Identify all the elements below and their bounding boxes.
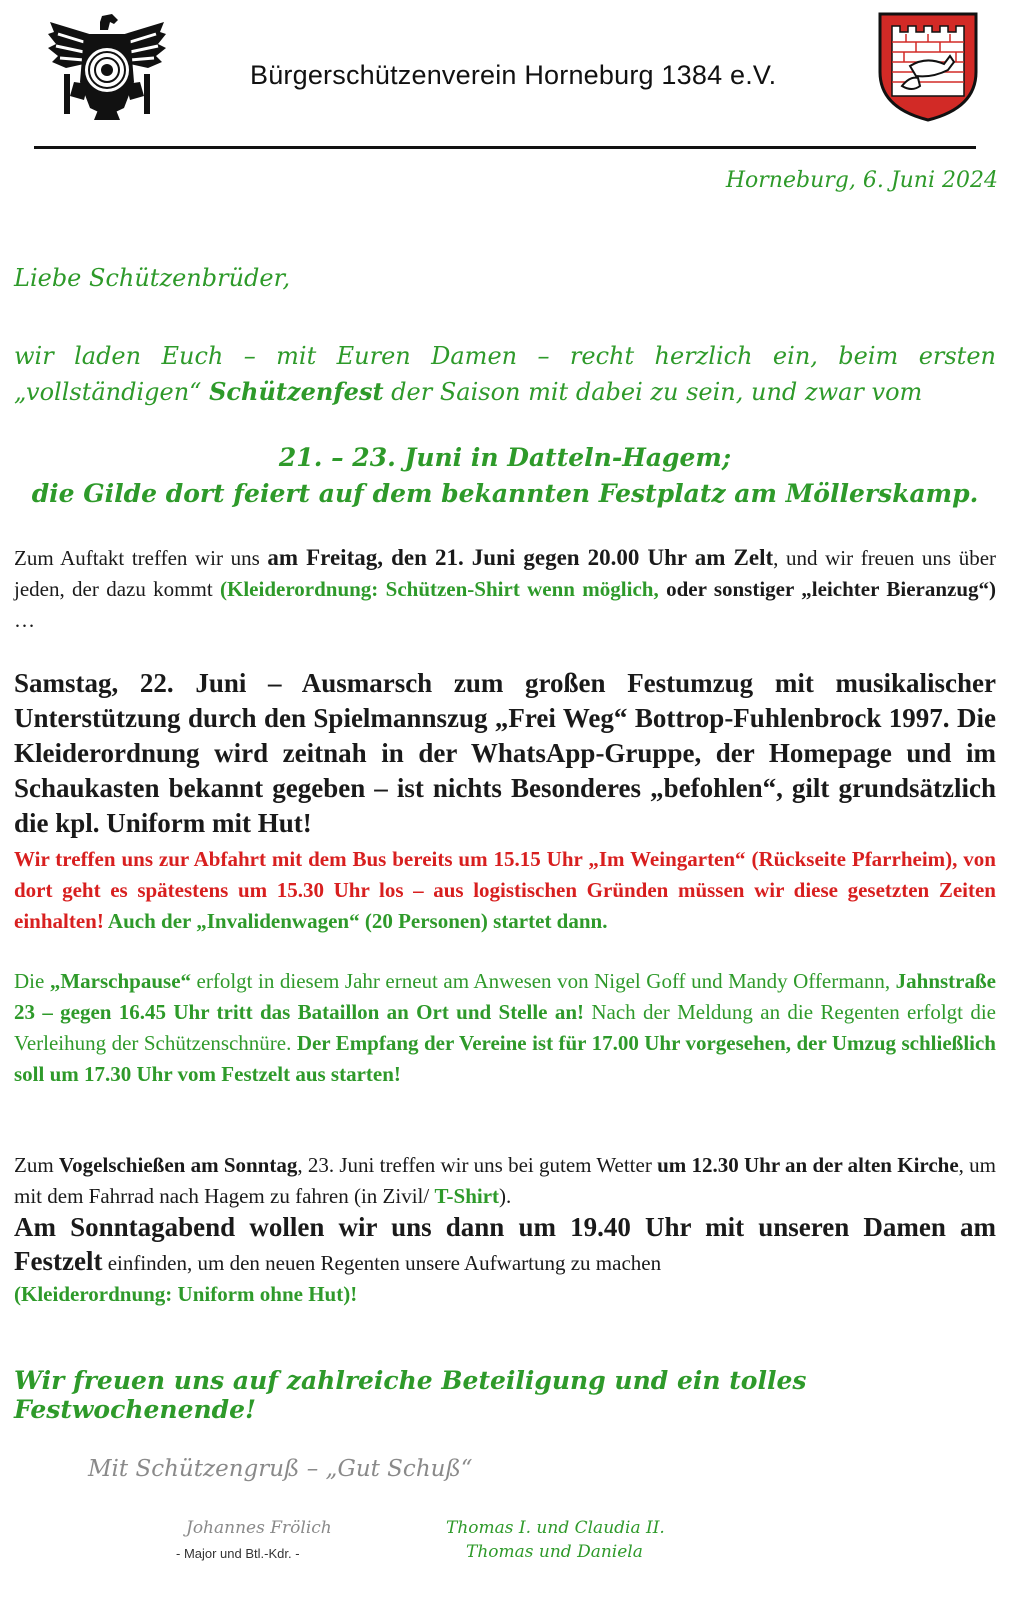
sunday-evening-text: einfinden, um den neuen Regenten unsere Aufwartung zu machen — [102, 1251, 662, 1275]
sunday-tshirt: T-Shirt — [434, 1184, 500, 1208]
schedule-text: Die — [14, 969, 50, 993]
sunday-paragraph — [14, 1150, 996, 1212]
invitation-text-2: der Saison mit dabei zu sein, und zwar vom — [383, 378, 923, 406]
sunday-text-2: , 23. Juni treffen wir uns bei gutem Wetter — [297, 1153, 658, 1177]
club-name: Bürgerschützenverein Horneburg 1384 e.V. — [250, 60, 777, 90]
friday-dress-code: (Kleiderordnung: Schützen-Shirt wenn möglich, — [220, 577, 659, 601]
signatory-regents: Thomas I. und Claudia II. — [446, 1518, 665, 1538]
sunday-dress-code: (Kleiderordnung: Uniform ohne Hut)! — [14, 1282, 358, 1306]
town-crest-horn-icon — [876, 12, 980, 122]
closing-line: Wir freuen uns auf zahlreiche Beteiligung und ein tolles Festwochenende! — [14, 1366, 807, 1424]
sunday-text-4: ). — [499, 1184, 512, 1208]
schedule-reception: Der Empfang der Vereine ist für 17.00 Uhr vorgesehen, der Umzug schließlich soll um 17.30 Uhr vom Festzelt aus starten! — [14, 1031, 996, 1086]
sunday-text-3: , um mit dem Fahrrad nach Hagem zu fahren (in Zivil/ — [14, 1153, 997, 1208]
signatory-major-role: - Major und Btl.-Kdr. - — [176, 1546, 300, 1561]
header-divider — [34, 146, 976, 149]
schedule-text-2: erfolgt in diesem Jahr erneut am Anwesen von Nigel Goff und Mandy Offermann, — [191, 969, 896, 993]
saturday-schedule — [14, 966, 996, 1090]
schedule-march-break: „Marschpause“ — [49, 969, 192, 993]
sunday-meeting-point: um 12.30 Uhr an der alten Kirche — [657, 1153, 959, 1177]
sunday-event: Vogelschießen am Sonntag — [58, 1153, 298, 1177]
friday-paragraph — [14, 542, 996, 636]
invitation-emphasis: Schützenfest — [209, 377, 384, 406]
letter-date: Horneburg, 6. Juni 2024 — [725, 168, 998, 193]
saturday-bus-info: Wir treffen uns zur Abfahrt mit dem Bus bereits um 15.15 Uhr „Im Weingarten“ (Rückseite Pfarrheim), von dort geht es spätestens um 15.30 Uhr los – aus logistischen Gründen müssen wir diese gesetzten Zeiten einhalten! — [14, 847, 996, 933]
event-block — [0, 440, 1010, 512]
schedule-text-3: Nach der Meldung an die Regenten erfolgt die Verleihung der Schützenschnüre. — [14, 1000, 996, 1055]
eagle-target-emblem-icon — [44, 12, 170, 122]
friday-text-2: , und wir freuen uns über jeden, der dazu kommt — [14, 546, 997, 601]
saturday-invalid-wagon: Auch der „Invalidenwagen“ (20 Personen) startet dann. — [103, 909, 608, 933]
friday-text: Zum Auftakt treffen wir uns — [14, 546, 268, 570]
invitation-text: wir laden Euch – mit Euren Damen – recht herzlich ein, beim ersten „vollständigen“ — [14, 342, 996, 406]
sunday-evening-time: Am Sonntagabend wollen wir uns dann um 19.40 Uhr mit unseren Damen am Festzelt — [14, 1212, 996, 1276]
event-location: die Gilde dort feiert auf dem bekannten Festplatz am Möllerskamp. — [31, 479, 979, 508]
friday-ellipsis: … — [14, 608, 35, 632]
sunday-text: Zum — [14, 1153, 59, 1177]
event-dates: 21. – 23. Juni in Datteln-Hagem; — [278, 443, 732, 472]
saturday-paragraph: Samstag, 22. Juni – Ausmarsch zum großen Festumzug mit musikalischer Unterstützung durch den Spielmannszug „Frei Weg“ Bottrop-Fuhlenbrock 1997. Die Kleiderordnung wird zeitnah in der WhatsApp-Gruppe, der Homepage und im Schaukasten bekannt gegeben – ist nichts Besonderes „befohlen“, gilt grundsätzlich die kpl. Uniform mit Hut! — [14, 668, 996, 838]
saturday-departure — [14, 844, 996, 937]
sunday-evening-paragraph — [14, 1210, 996, 1280]
schedule-address-time: Jahnstraße 23 – gegen 16.45 Uhr tritt das Bataillon an Ort und Stelle an! — [14, 969, 996, 1024]
sign-off-greeting: Mit Schützengruß – „Gut Schuß“ — [88, 1456, 473, 1482]
friday-dress-alt: oder sonstiger „leichter Bieranzug“) — [658, 577, 997, 601]
signatory-major-name: Johannes Frölich — [186, 1518, 332, 1538]
signatory-regents-names: Thomas und Daniela — [466, 1542, 643, 1562]
invitation-paragraph — [14, 338, 996, 410]
friday-meeting-time: am Freitag, den 21. Juni gegen 20.00 Uhr am Zelt — [267, 545, 774, 570]
letter-greeting: Liebe Schützenbrüder, — [14, 264, 291, 292]
